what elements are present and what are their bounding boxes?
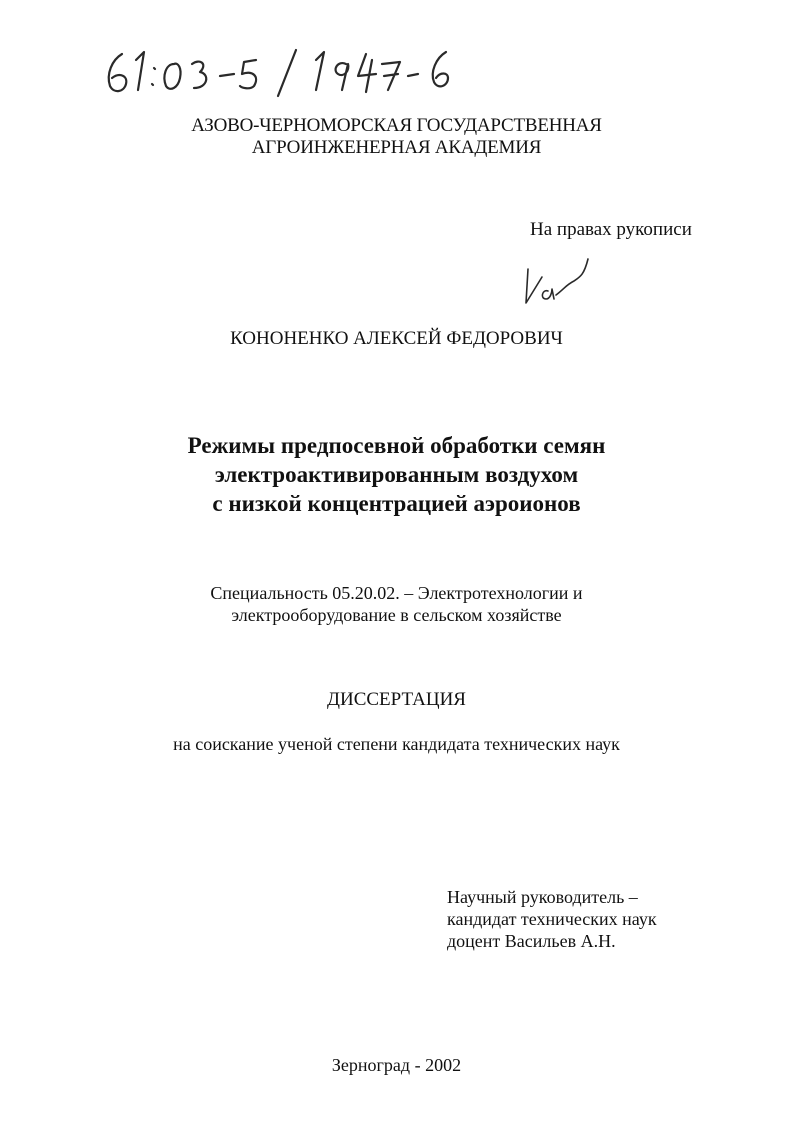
title-line-1: Режимы предпосевной обработки семян — [187, 433, 606, 458]
institution-name — [0, 115, 793, 159]
degree-statement: на соискание ученой степени кандидата технических наук — [173, 734, 620, 754]
dissertation-title — [0, 431, 793, 518]
specialty-line-1: Специальность 05.20.02. – Электротехнологии и — [210, 583, 583, 603]
supervisor-line-1: Научный руководитель – — [447, 887, 638, 907]
document-type: ДИССЕРТАЦИЯ — [327, 689, 466, 710]
city-year: Зерноград - 2002 — [331, 1055, 462, 1075]
title-line-3: с низкой концентрацией аэроионов — [212, 491, 581, 516]
rights-note: На правах рукописи — [530, 219, 692, 240]
supervisor-line-2: кандидат технических наук — [447, 909, 657, 929]
author-name: КОНОНЕНКО АЛЕКСЕЙ ФЕДОРОВИЧ — [230, 328, 563, 349]
signature — [518, 255, 598, 311]
handwritten-archive-code — [100, 40, 460, 100]
supervisor-line-3: доцент Васильев А.Н. — [447, 931, 616, 951]
institution-line-1: АЗОВО-ЧЕРНОМОРСКАЯ ГОСУДАРСТВЕННАЯ — [191, 115, 602, 136]
title-line-2: электроактивированным воздухом — [214, 462, 579, 487]
supervisor-block — [447, 886, 657, 952]
institution-line-2: АГРОИНЖЕНЕРНАЯ АКАДЕМИЯ — [251, 137, 542, 158]
specialty — [0, 582, 793, 626]
specialty-line-2: электрооборудование в сельском хозяйстве — [231, 605, 562, 625]
